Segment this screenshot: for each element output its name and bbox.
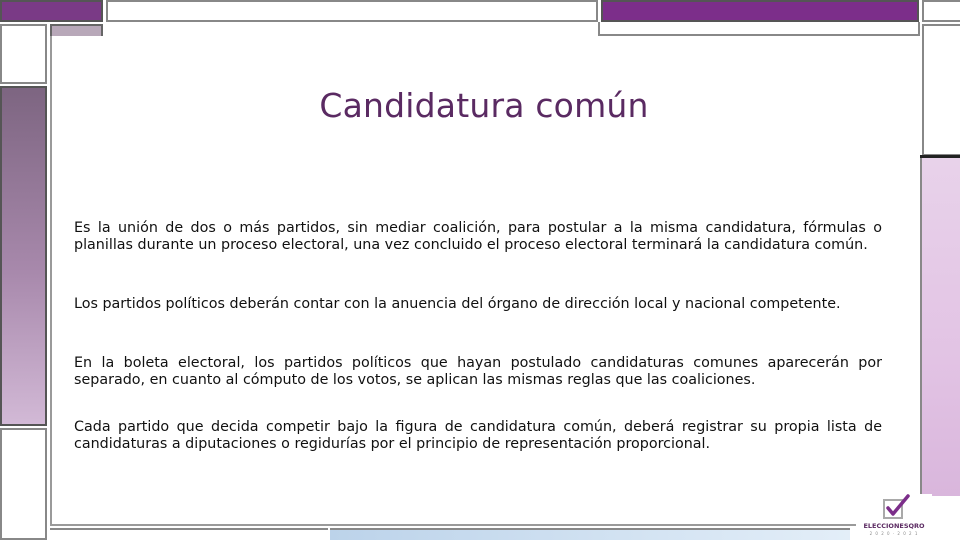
top-center-block [106, 0, 598, 22]
right-white-block [922, 24, 960, 156]
left-bottom-block [0, 428, 47, 540]
right-pink-bar [920, 158, 960, 496]
top-right-purple-block [601, 0, 919, 22]
paragraph-registro: Cada partido que decida competir bajo la figura de candidatura común, deberá registrar su propia lista de candidaturas a diputaciones o regidurías por el principio de representación proporcional. [74, 419, 882, 452]
bottom-strip-left [50, 528, 328, 540]
top-right-connector [598, 22, 920, 36]
paragraph-boleta: En la boleta electoral, los partidos políticos que hayan postulado candidaturas comunes aparecerán por separado, en cuanto al cómputo de los votos, se aplican las mismas reglas que las coaliciones. [74, 355, 882, 388]
top-far-right-block [922, 0, 960, 22]
checkmark-box-icon [878, 494, 912, 522]
slide-title: Candidatura común [319, 86, 649, 125]
left-white-block [0, 24, 47, 84]
bottom-strip-blue [330, 528, 850, 540]
paragraph-anuencia: Los partidos políticos deberán contar con la anuencia del órgano de dirección local y nacional competente. [74, 296, 841, 312]
elecciones-qro-logo [856, 494, 932, 540]
logo-subtext: 2 0 2 0 · 2 0 2 1 [869, 531, 919, 536]
top-left-purple-block [0, 0, 103, 22]
paragraph-definition: Es la unión de dos o más partidos, sin mediar coalición, para postular a la misma candidatura, fórmulas o planillas durante un proceso electoral, una vez concluido el proceso electoral terminará la candidatura común. [74, 220, 882, 253]
left-gradient-bar [0, 86, 47, 426]
logo-text: ELECCIONESQRO [863, 522, 925, 530]
